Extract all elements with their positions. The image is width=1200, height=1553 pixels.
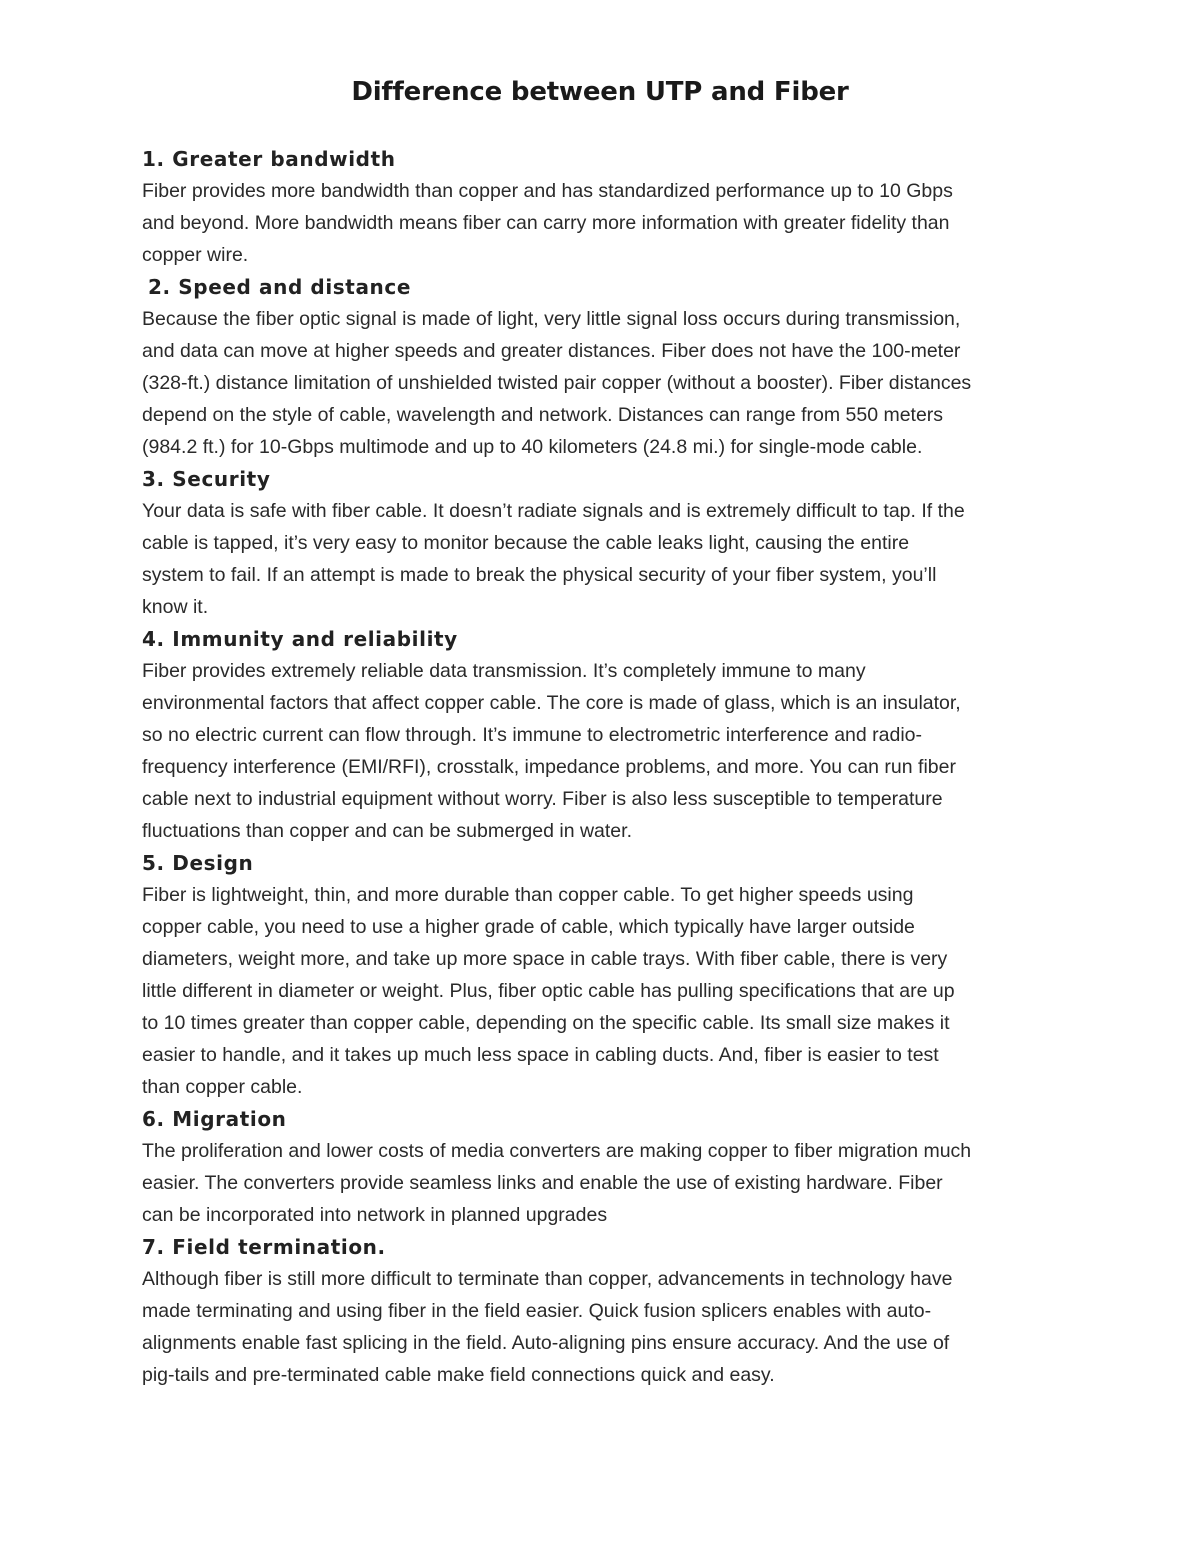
paragraph-line: (328-ft.) distance limitation of unshielded twisted pair copper (without a booster). Fiber distances [142, 372, 972, 394]
section-heading: 7. Field termination. [142, 1235, 386, 1259]
section-speed-and-distance [142, 271, 1067, 463]
paragraph-line: alignments enable fast splicing in the field. Auto-aligning pins ensure accuracy. And the use of [142, 1332, 950, 1354]
paragraph-line: frequency interference (EMI/RFI), crosstalk, impedance problems, and more. You can run fiber [142, 756, 956, 778]
paragraph-line: Because the fiber optic signal is made of light, very little signal loss occurs during transmission, [142, 308, 961, 330]
paragraph-line: easier. The converters provide seamless links and enable the use of existing hardware. Fiber [142, 1172, 943, 1194]
section-migration [142, 1103, 1067, 1231]
paragraph-line: made terminating and using fiber in the field easier. Quick fusion splicers enables with auto- [142, 1300, 932, 1322]
paragraph-line: Fiber is lightweight, thin, and more durable than copper cable. To get higher speeds using [142, 884, 914, 906]
section-paragraph [142, 655, 1067, 847]
paragraph-line: can be incorporated into network in planned upgrades [142, 1204, 608, 1226]
section-paragraph [142, 1263, 1067, 1391]
section-heading: 3. Security [142, 467, 271, 491]
document-title: Difference between UTP and Fiber [351, 77, 849, 107]
paragraph-line: than copper cable. [142, 1076, 303, 1098]
section-heading: 2. Speed and distance [148, 275, 412, 299]
paragraph-line: copper cable, you need to use a higher grade of cable, which typically have larger outside [142, 916, 915, 938]
paragraph-line: cable next to industrial equipment without worry. Fiber is also less susceptible to temperature [142, 788, 943, 810]
section-security [142, 463, 1067, 623]
paragraph-line: The proliferation and lower costs of media converters are making copper to fiber migration much [142, 1140, 972, 1162]
paragraph-line: depend on the style of cable, wavelength and network. Distances can range from 550 meters [142, 404, 944, 426]
paragraph-line: Fiber provides extremely reliable data transmission. It’s completely immune to many [142, 660, 866, 682]
paragraph-line: easier to handle, and it takes up much less space in cabling ducts. And, fiber is easier to test [142, 1044, 939, 1066]
section-paragraph [142, 879, 1067, 1103]
section-heading: 5. Design [142, 851, 254, 875]
paragraph-line: so no electric current can flow through. It’s immune to electrometric interference and radio- [142, 724, 922, 746]
section-heading: 6. Migration [142, 1107, 287, 1131]
paragraph-line: Although fiber is still more difficult to terminate than copper, advancements in technology have [142, 1268, 953, 1290]
section-paragraph [142, 175, 1067, 271]
section-field-termination [142, 1231, 1067, 1391]
section-paragraph [142, 303, 1067, 463]
paragraph-line: fluctuations than copper and can be submerged in water. [142, 820, 632, 842]
section-heading: 4. Immunity and reliability [142, 627, 458, 651]
paragraph-line: to 10 times greater than copper cable, depending on the specific cable. Its small size makes it [142, 1012, 950, 1034]
paragraph-line: pig-tails and pre-terminated cable make field connections quick and easy. [142, 1364, 775, 1386]
section-heading: 1. Greater bandwidth [142, 147, 396, 171]
paragraph-line: cable is tapped, it’s very easy to monitor because the cable leaks light, causing the entire [142, 532, 910, 554]
section-paragraph [142, 495, 1067, 623]
paragraph-line: Your data is safe with fiber cable. It doesn’t radiate signals and is extremely difficult to tap. If the [142, 500, 965, 522]
section-paragraph [142, 1135, 1067, 1231]
paragraph-line: know it. [142, 596, 209, 618]
section-greater-bandwidth [142, 143, 1067, 271]
paragraph-line: and data can move at higher speeds and greater distances. Fiber does not have the 100-meter [142, 340, 961, 362]
section-immunity-and-reliability [142, 623, 1067, 847]
paragraph-line: copper wire. [142, 244, 249, 266]
paragraph-line: environmental factors that affect copper cable. The core is made of glass, which is an insulator, [142, 692, 961, 714]
paragraph-line: (984.2 ft.) for 10-Gbps multimode and up to 40 kilometers (24.8 mi.) for single-mode cable. [142, 436, 923, 458]
paragraph-line: system to fail. If an attempt is made to break the physical security of your fiber system, you’ll [142, 564, 937, 586]
paragraph-line: Fiber provides more bandwidth than copper and has standardized performance up to 10 Gbps [142, 180, 953, 202]
document-body [142, 143, 1067, 1391]
section-design [142, 847, 1067, 1103]
paragraph-line: little different in diameter or weight. Plus, fiber optic cable has pulling specifications that are up [142, 980, 955, 1002]
paragraph-line: and beyond. More bandwidth means fiber can carry more information with greater fidelity than [142, 212, 950, 234]
paragraph-line: diameters, weight more, and take up more space in cable trays. With fiber cable, there is very [142, 948, 948, 970]
